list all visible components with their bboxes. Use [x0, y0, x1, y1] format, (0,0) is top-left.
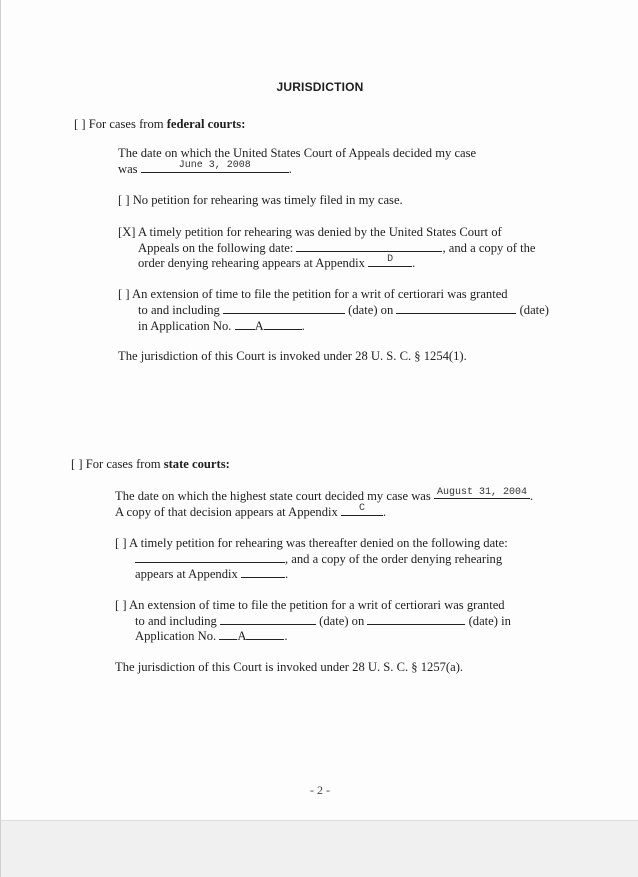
state-intro: For cases from [85, 457, 161, 471]
extension-checkbox: [ ] [118, 287, 130, 301]
state-decided-date: August 31, 2004 [434, 488, 530, 499]
federal-no-rehearing: [ ] No petition for rehearing was timely filed in my case. [118, 193, 403, 207]
federal-intro-bold: federal courts: [166, 117, 246, 131]
federal-extension-line3: in Application No. A . [138, 319, 305, 333]
federal-extension-line1: [ ] An extension of time to file the petition for a writ of certiorari was granted [118, 287, 508, 301]
state-rehearing-line2: , and a copy of the order denying rehearing [135, 551, 502, 567]
federal-checkbox: [ ] [74, 117, 86, 131]
federal-rehearing-appendix: D [387, 254, 394, 265]
state-decided-date-field [434, 489, 530, 500]
page-number: - 2 - [310, 783, 330, 797]
state-rehearing-checkbox: [ ] [115, 536, 127, 550]
state-rehearing-appendix-field [241, 566, 285, 578]
rehearing-checkbox-checked: [X] [118, 225, 136, 239]
state-courts-heading [71, 457, 230, 472]
federal-courts-heading [74, 117, 245, 132]
state-decided-line1: The date on which the highest state court decided my case was August 31, 2004 . [115, 487, 534, 503]
state-extension-date2-field [367, 613, 465, 625]
federal-intro: For cases from [88, 117, 164, 131]
federal-extension-date2-field [396, 302, 516, 314]
federal-rehearing-line1: [X] A timely petition for rehearing was denied by the United States Court of [118, 225, 502, 239]
page-title: JURISDICTION [276, 80, 364, 94]
federal-application-number-field [264, 318, 302, 330]
state-application-blank [219, 628, 237, 640]
federal-rehearing-line3: order denying rehearing appears at Appendix D . [138, 254, 416, 270]
federal-decided-date: June 3, 2008 [178, 160, 251, 171]
state-extension-line3: Application No. A . [135, 629, 288, 643]
state-jurisdiction-statement: The jurisdiction of this Court is invoked under 28 U. S. C. § 1257(a). [115, 660, 464, 674]
state-checkbox: [ ] [71, 457, 83, 471]
federal-rehearing-line2: Appeals on the following date: , and a copy of the [138, 241, 536, 255]
scan-bottom-margin [1, 820, 638, 877]
state-rehearing-line1: [ ] A timely petition for rehearing was thereafter denied on the following date: [115, 536, 508, 550]
state-extension-date1-field [220, 613, 316, 625]
state-rehearing-line3: appears at Appendix . [135, 567, 289, 581]
no-rehearing-checkbox: [ ] [118, 193, 130, 207]
state-extension-line1: [ ] An extension of time to file the petition for a writ of certiorari was granted [115, 598, 505, 612]
federal-extension-date1-field [223, 302, 345, 314]
state-application-number-field [246, 628, 284, 640]
federal-jurisdiction-statement: The jurisdiction of this Court is invoked under 28 U. S. C. § 1254(1). [118, 349, 467, 363]
state-decided-appendix: C [358, 503, 365, 514]
federal-extension-line2: to and including (date) on (date) [138, 303, 549, 317]
state-decided-appendix-field [341, 504, 383, 516]
federal-decided-line1: The date on which the United States Court of Appeals decided my case [118, 146, 477, 160]
state-extension-checkbox: [ ] [115, 598, 127, 612]
federal-decided-line2: was June 3, 2008 . [118, 160, 292, 176]
federal-rehearing-date-field [296, 240, 442, 252]
federal-decided-date-field [141, 161, 289, 173]
state-intro-bold: state courts: [163, 457, 230, 471]
state-extension-line2: to and including (date) on (date) in [135, 614, 511, 628]
federal-application-blank [235, 318, 255, 330]
federal-rehearing-appendix-field [368, 255, 412, 267]
state-rehearing-date-field [135, 551, 285, 563]
state-decided-line2: A copy of that decision appears at Appendix C . [115, 503, 387, 519]
